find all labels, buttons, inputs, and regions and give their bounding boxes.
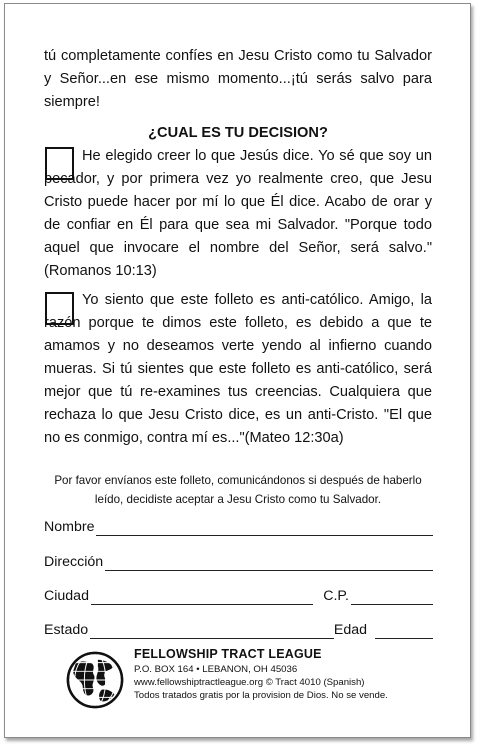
estado-label: Estado (44, 622, 89, 638)
intro-paragraph: tú completamente confíes en Jesu Cristo como tu Salvador y Señor...en ese mismo momento...¡tú serás salvo para siempre! (44, 48, 432, 110)
publisher-info (134, 646, 454, 702)
edad-label: Edad (333, 622, 367, 638)
cp-field[interactable] (351, 590, 433, 605)
edad-field[interactable] (375, 624, 433, 639)
ciudad-field[interactable] (91, 590, 313, 605)
ciudad-label: Ciudad (44, 588, 89, 604)
mail-back-note: Por favor envíanos este folleto, comunicándonos si después de haberlo leído, decidiste aceptar a Jesu Cristo como tu Salvador. (54, 474, 422, 506)
decision-heading: ¿CUAL ES TU DECISION? (148, 125, 328, 141)
decision-anti-catholic-text: Yo siento que este folleto es anti-católico. Amigo, la razón porque te dimos este folleto, es debido a que te amamos y no deseamos verte yendo al infierno cuando mueras. Si tú sientes que este folleto es anti-católico, será mejor que tú re-examines tus creencias. Cualquiera que rechaza lo que Jesu Cristo dice, es un anti-Cristo. "El que no es conmigo, contra mí es..."(Mateo 12:30a) (44, 292, 432, 446)
publisher-address: P.O. BOX 164 • LEBANON, OH 45036 (134, 664, 298, 675)
direccion-field[interactable] (105, 556, 433, 571)
publisher-free-notice: Todos tratados gratis por la provision de Dios. No se vende. (134, 690, 388, 701)
form-row-direccion (44, 553, 433, 571)
globe-icon (66, 651, 124, 709)
direccion-label: Dirección (44, 554, 104, 570)
form-row-estado (44, 621, 433, 639)
publisher-name: FELLOWSHIP TRACT LEAGUE (134, 647, 322, 661)
publisher-website: www.fellowshiptractleague.org © Tract 4010 (Spanish) (134, 677, 365, 688)
publisher-footer (62, 646, 442, 718)
nombre-label: Nombre (44, 519, 95, 535)
form-row-ciudad (44, 587, 433, 605)
estado-field[interactable] (90, 624, 334, 639)
nombre-field[interactable] (96, 521, 433, 536)
decision-believe-text: He elegido creer lo que Jesús dice. Yo sé que soy un pecador, y por primera vez yo realmente creo, que Jesu Cristo puede hacer por mí lo que Él dice. Acabo de orar y de confiar en Él para que sea mi Salvador. "Porque todo aquel que invocare el nombre del Señor, será salvo." (Romanos 10:13) (44, 148, 432, 279)
form-row-nombre (44, 518, 433, 536)
cp-label: C.P. (323, 588, 349, 604)
